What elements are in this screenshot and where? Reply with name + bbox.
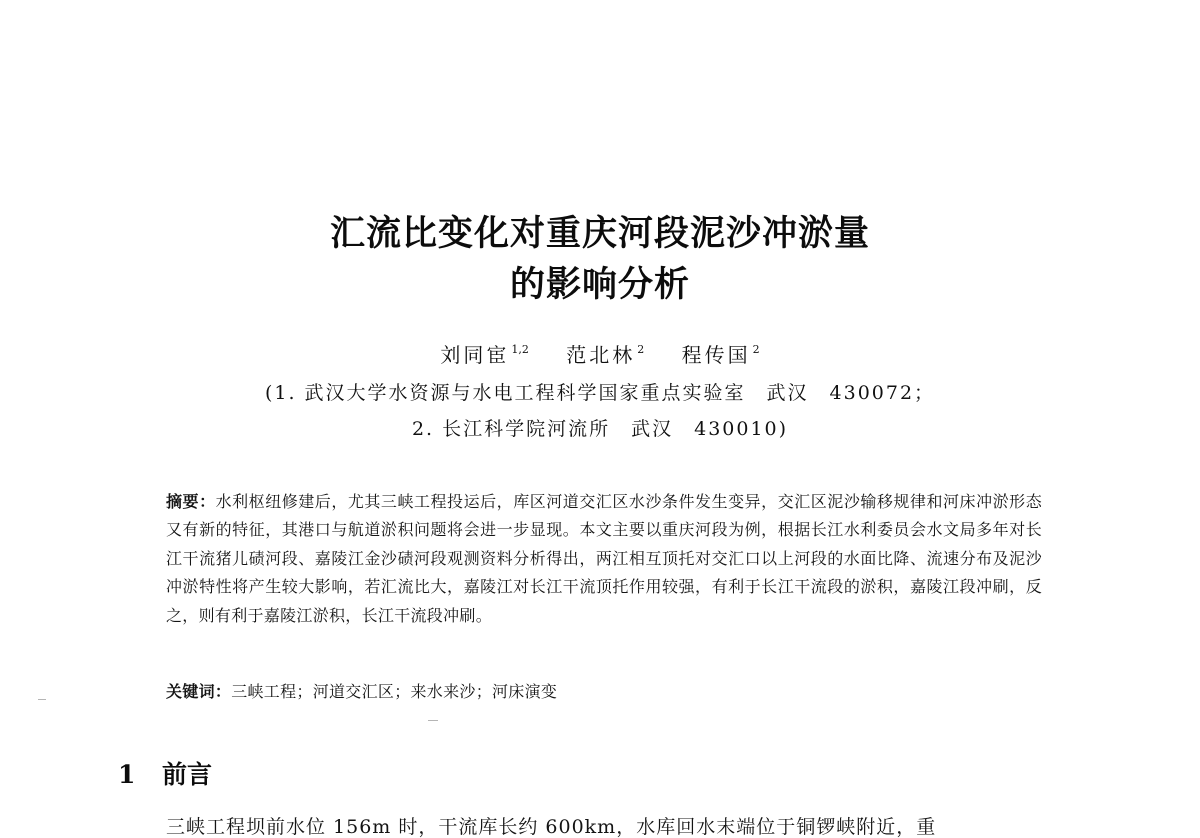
author-affiliation-mark: 2 [637, 343, 645, 356]
section-title: 前言 [162, 760, 213, 789]
author-2 [566, 344, 644, 365]
section-heading [118, 762, 212, 787]
abstract-label: 摘要： [166, 492, 216, 511]
abstract-text: 水利枢纽修建后，尤其三峡工程投运后，库区河道交汇区水沙条件发生变异，交汇区泥沙输移规律和河床冲淤形态又有新的特征，其港口与航道淤积问题将会进一步显现。本文主要以重庆河段为例，根据长江水利委员会水文局多年对长江干流猪儿碛河段、嘉陵江金沙碛河段观测资料分析得出，两江相互顶托对交汇口以上河段的水面比降、流速分布及泥沙冲淤特性将产生较大影响，若汇流比大，嘉陵江对长江干流顶托作用较强，有利于长江干流段的淤积，嘉陵江段冲刷，反之，则有利于嘉陵江淤积，长江干流段冲刷。 [166, 492, 1042, 625]
author-affiliation-mark: 2 [752, 343, 760, 356]
keywords-label: 关键词： [166, 682, 232, 701]
author-3 [682, 344, 760, 365]
scan-speck [38, 699, 46, 700]
author-name: 程传国 [681, 343, 751, 367]
abstract [166, 488, 1042, 630]
author-1 [440, 344, 529, 365]
paper-title-line-1: 汇流比变化对重庆河段泥沙冲淤量 [329, 214, 870, 254]
author-affiliation-mark: 1,2 [511, 343, 529, 356]
author-list [0, 344, 1200, 365]
section-number: 1 [118, 760, 136, 789]
author-name: 刘同宦 [440, 343, 510, 367]
body-paragraph-first-line: 三峡工程坝前水位 156m 时，干流库长约 600km，水库回水末端位于铜锣峡附近，重 [166, 816, 937, 838]
affiliation-line-1: (1. 武汉大学水资源与水电工程科学国家重点实验室 武汉 430072； [264, 382, 936, 404]
keywords [166, 678, 1042, 706]
author-name: 范北林 [566, 343, 636, 367]
affiliation-line-2: 2. 长江科学院河流所 武汉 430010) [411, 418, 789, 440]
keywords-text: 三峡工程；河道交汇区；来水来沙；河床演变 [231, 682, 558, 701]
scan-speck [428, 720, 438, 721]
paper-title-line-2: 的影响分析 [509, 265, 690, 305]
